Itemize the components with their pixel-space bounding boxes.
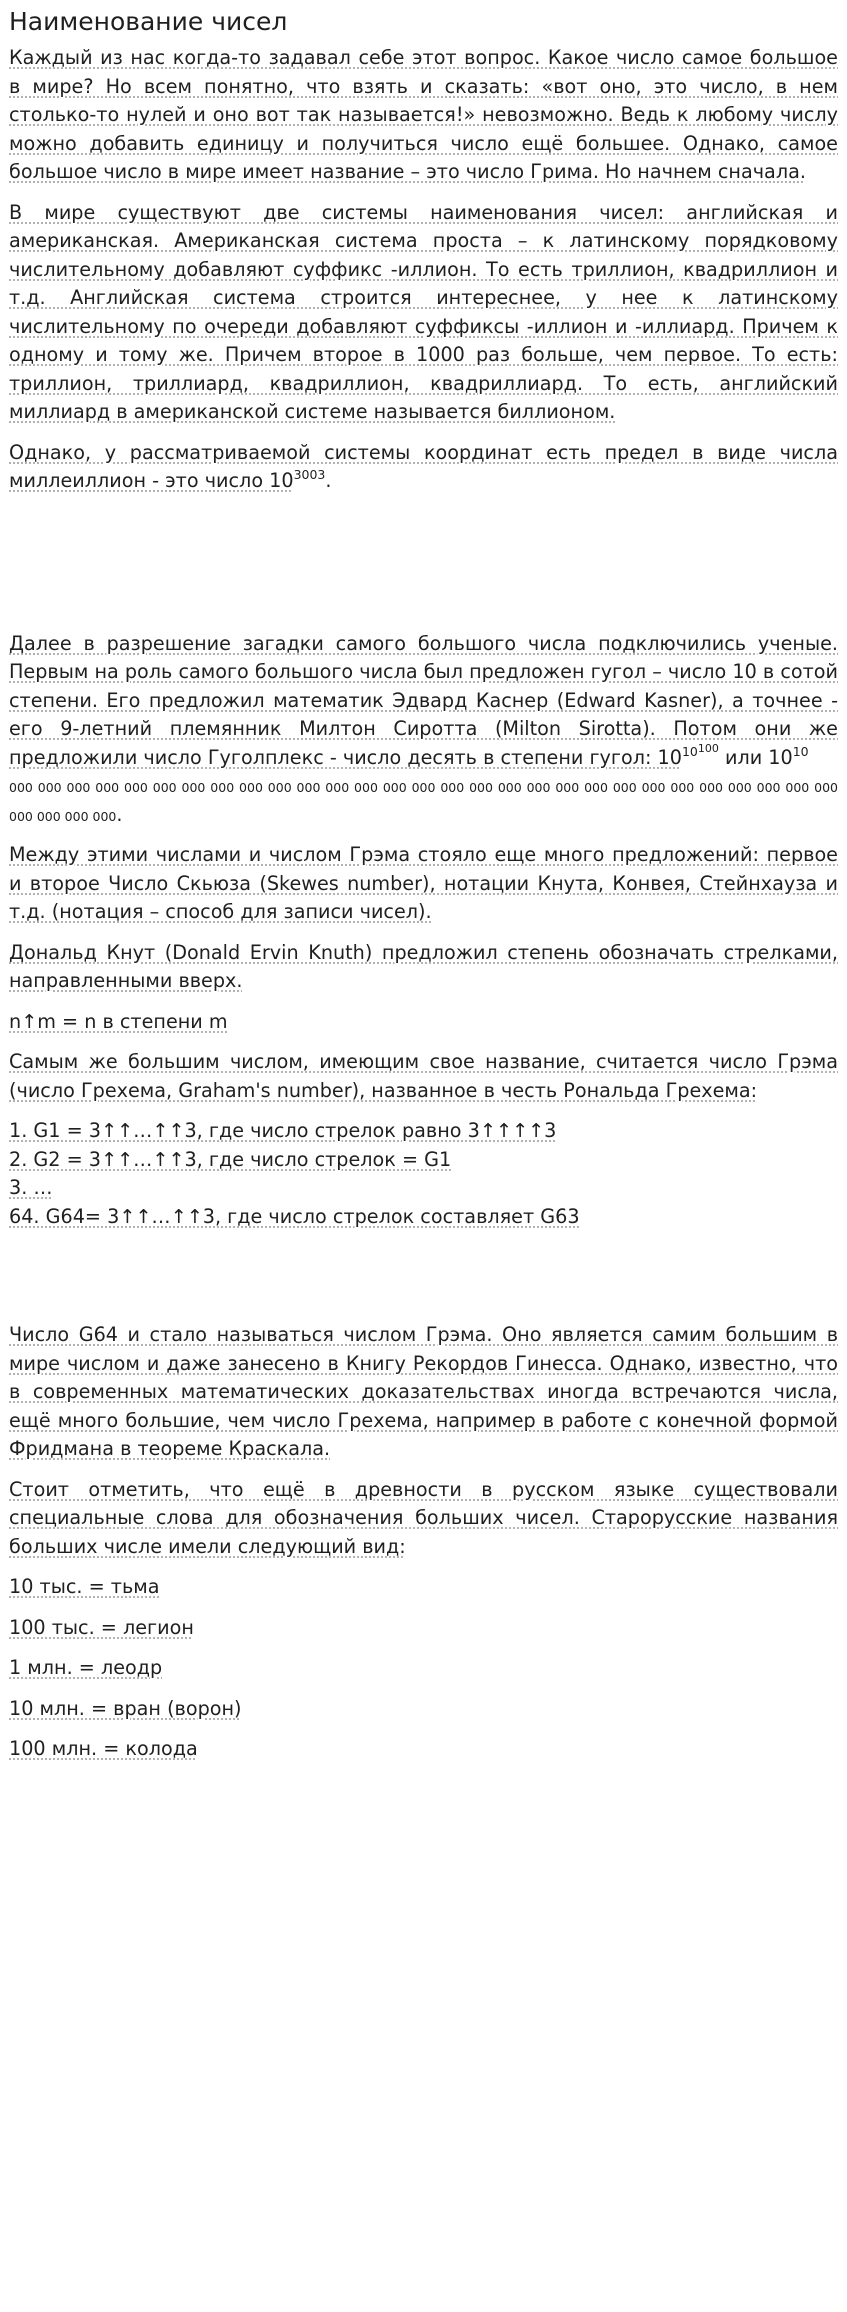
exponent-10: 10100: [681, 741, 719, 759]
name-item: 100 тыс. = легион: [9, 1615, 194, 1639]
list-item: 3. …: [9, 1176, 53, 1199]
name-item: 10 тыс. = тьма: [9, 1575, 160, 1598]
list-item: 2. G2 = 3↑↑…↑↑3, где число стрелок = G1: [9, 1147, 452, 1171]
paragraph-arrow-notation: n↑m = n в степени m: [9, 1009, 228, 1033]
graham-list: [9, 1117, 838, 1231]
exponent-10-second: 10: [792, 743, 809, 759]
paragraph-g64: Число G64 и стало называться числом Грэма. Оно является самим большим в мире числом и даже занесено в Книгу Рекордов Гинесса. Однако, известно, что в современных математических доказательствах иногда встречаются числа, ещё много большие, чем число Грехема, например в работе с конечной формой Фридмана в теореме Краскала.: [9, 1323, 838, 1460]
page-title: Наименование чисел: [9, 7, 288, 36]
list-item: 1. G1 = 3↑↑…↑↑3, где число стрелок равно 3↑↑↑↑3: [9, 1119, 557, 1142]
name-item: 100 млн. = колода: [9, 1737, 198, 1760]
name-item: 1 млн. = леодр: [9, 1656, 163, 1679]
paragraph-graham: Самым же большим числом, имеющим свое название, считается число Грэма (число Грехема, Graham's number), названное в честь Рональда Грехема:: [9, 1050, 838, 1102]
name-item: 10 млн. = вран (ворон): [9, 1696, 242, 1720]
paragraph-googol: Далее в разрешение загадки самого большого числа подключились ученые. Первым на роль самого большого числа был предложен гугол – число 10 в сотой степени. Его предложил математик Эдвард Каснер (Edward Kasner), а точнее - его 9-летний племянник Милтон Сиротта (Milton Sirotta). Потом они же предложили число Гуголплекс - число десять в степени гугол: $10^{10^{100}}$ или $10^{10}$ 000 000 000 000 000 000 000 000 000 000 000 000 000 000 000 000 000 000 000 000 000 000 000 000 000 000 000 000 000 000 000 000 000.: [9, 631, 838, 826]
paragraph-old-russian: Стоит отметить, что ещё в древности в русском языке существовали специальные слова для обозначения больших чисел. Старорусские названия больших числе имели следующий вид:: [9, 1477, 838, 1558]
exponent-100: 100: [697, 741, 719, 755]
paragraph-knuth: Дональд Кнут (Donald Ervin Knuth) предложил степень обозначать стрелками, направленными вверх.: [9, 940, 838, 992]
list-item: 64. G64= 3↑↑…↑↑3, где число стрелок составляет G63: [9, 1204, 580, 1228]
blank-space: [9, 1243, 838, 1321]
paragraph-notations: Между этими числами и числом Грэма стояло еще много предложений: первое и второе Число Скьюза (Skewes number), нотации Кнута, Конвея, Стейнхауза и т.д. (нотация – способ для записи чисел).: [9, 843, 838, 923]
googolplex-zeros: 000 000 000 000 000 000 000 000 000 000 000 000 000 000 000 000 000 000 000 000 000 000 000 000 000 000 000 000 000 000 000 000 000: [9, 780, 838, 824]
exponent-3003: 3003: [293, 467, 326, 482]
blank-space: [9, 508, 838, 630]
paragraph-intro: Каждый из нас когда-то задавал себе этот вопрос. Какое число самое большое в мире? Но всем понятно, что взять и сказать: «вот оно, это число, в нем столько-то нулей и оно вот так называется!» невозможно. Ведь к любому числу можно добавить единицу и получиться число ещё большее. Однако, самое большое число в мире имеет название – это число Грима. Но начнем сначала.: [9, 46, 838, 183]
paragraph-millillion: Однако, у рассматриваемой системы координат есть предел в виде числа миллеиллион - это число $10^{3003}$.: [9, 440, 838, 492]
paragraph-naming-systems: В мире существуют две системы наименования чисел: английская и американская. Американская система проста – к латинскому порядковому числительному добавляют суффикс -иллион. То есть триллион, квадриллион и т.д. Английская система строится интереснее, у нее к латинскому числительному по очереди добавляют суффиксы -иллион и -иллиард. Причем к одному и тому же. Причем второе в 1000 раз больше, чем первое. То есть: триллион, триллиард, квадриллион, квадриллиард. То есть, английский миллиард в американской системе называется биллионом.: [9, 200, 838, 423]
